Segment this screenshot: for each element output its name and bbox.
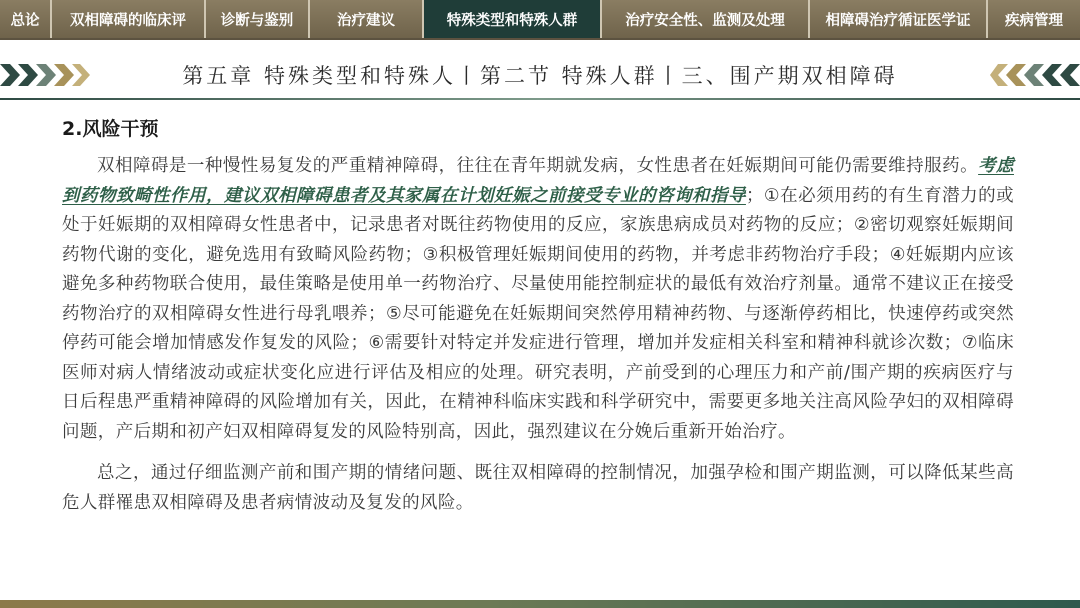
chevron-right-decoration-icon <box>0 60 90 90</box>
paragraph-summary: 总之，通过仔细监测产前和围产期的情绪问题、既往双相障碍的控制情况，加强孕检和围产期监测，可以降低某些高危人群罹患双相障碍及患者病情波动及复发的风险。 <box>62 463 1014 513</box>
tab-treatment[interactable]: 治疗建议 <box>310 0 424 38</box>
tab-safety-monitoring[interactable]: 治疗安全性、监测及处理 <box>602 0 810 38</box>
chapter-title-bar <box>0 52 1080 98</box>
tab-overview[interactable]: 总论 <box>0 0 52 38</box>
body-content <box>62 152 1014 518</box>
paragraph-intro: 双相障碍是一种慢性易复发的严重精神障碍，往往在青年期就发病，女性患者在妊娠期间可能仍需要维持服药。 <box>97 156 979 176</box>
section-heading: 2.风险干预 <box>62 118 159 140</box>
title-divider <box>0 98 1080 100</box>
chevron-left-decoration-icon <box>990 60 1080 90</box>
tab-special-populations[interactable]: 特殊类型和特殊人群 <box>424 0 602 38</box>
tab-evidence-based[interactable]: 相障碍治疗循证医学证 <box>810 0 988 38</box>
paragraph-measures: ；①在必须用药的有生育潜力的或处于妊娠期的双相障碍女性患者中，记录患者对既往药物使用的反应，家族患病成员对药物的反应；②密切观察妊娠期间药物代谢的变化，避免选用有致畸风险药物；③积极管理妊娠期间使用的药物，并考虑非药物治疗手段；④妊娠期内应该避免多种药物联合使用，最佳策略是使用单一药物治疗、尽量使用能控制症状的最低有效治疗剂量。通常不建议正在接受药物治疗的双相障碍女性进行母乳喂养；⑤尽可能避免在妊娠期间突然停用精神药物、与逐渐停药相比，快速停药或突然停药可能会增加情感发作复发的风险；⑥需要针对特定并发症进行管理，增加并发症相关科室和精神科就诊次数；⑦临床医师对病人情绪波动或症状变化应进行评估及相应的处理。研究表明，产前受到的心理压力和产前/围产期的疾病医疗与日后程患严重精神障碍的风险增加有关，因此，在精神科临床实践和科学研究中，需要更多地关注高风险孕妇的双相障碍问题，产后期和初产妇双相障碍复发的风险特别高，因此，强烈建议在分娩后重新开始治疗。 <box>62 185 1015 442</box>
emphasized-recommendation: 考虑到药物致畸性作用，建议双相障碍患者及其家属在计划妊娠之前接受专业的咨询和指导 <box>62 156 1014 206</box>
tab-clinical-assessment[interactable]: 双相障碍的临床评 <box>52 0 206 38</box>
tab-disease-management[interactable]: 疾病管理 <box>988 0 1080 38</box>
tab-diagnosis[interactable]: 诊断与鉴别 <box>206 0 310 38</box>
top-navigation <box>0 0 1080 40</box>
chapter-title: 第五章 特殊类型和特殊人丨第二节 特殊人群丨三、围产期双相障碍 <box>182 64 898 88</box>
paragraph-risk-intervention <box>62 152 1014 447</box>
bottom-accent-bar <box>0 600 1080 608</box>
